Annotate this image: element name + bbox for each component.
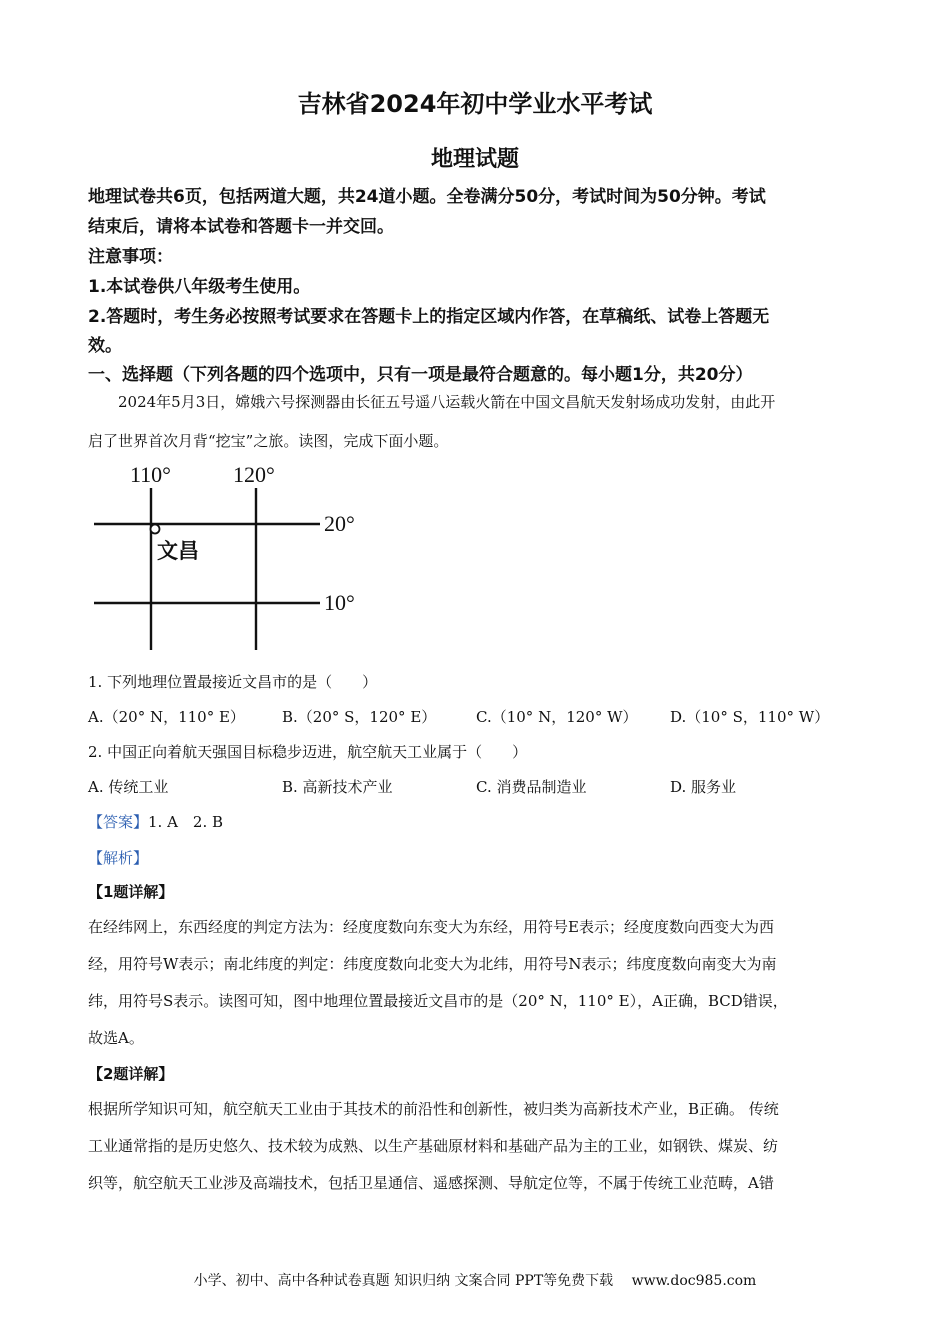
q2-detail-line: 根据所学知识可知，航空航天工业由于其技术的前沿性和创新性，被归类为高新技术产业，B正确。 传统	[88, 1100, 779, 1118]
q1-detail-line: 在经纬网上，东西经度的判定方法为：经度度数向东变大为东经，用符号E表示；经度度数向西变大为西	[88, 918, 774, 936]
q2-option-a: A. 传统工业	[88, 778, 169, 796]
lat-20-label: 20°	[324, 511, 355, 536]
note-1: 1.本试卷供八年级考生使用。	[88, 277, 311, 297]
question-2-text: 2. 中国正向着航天强国目标稳步迈进，航空航天工业属于（ ）	[88, 743, 528, 761]
exam-title: 吉林省2024年初中学业水平考试	[297, 90, 653, 118]
stem-line-1: 2024年5月3日，嫦娥六号探测器由长征五号遥八运载火箭在中国文昌航天发射场成功发射，由此开	[118, 393, 776, 411]
q1-option-d: D.（10° S，110° W）	[670, 708, 830, 726]
analysis-label: 【解析】	[88, 849, 149, 867]
q1-option-c: C.（10° N，120° W）	[476, 708, 638, 726]
note-2-line-2: 效。	[88, 336, 122, 356]
exam-subtitle: 地理试题	[430, 147, 519, 172]
wenchang-dot	[151, 525, 160, 534]
answer-value: 1. A 2. B	[148, 813, 224, 831]
q1-detail-line: 纬，用符号S表示。读图可知，图中地理位置最接近文昌市的是（20° N，110° E），A正确，BCD错误，	[88, 992, 788, 1010]
stem-line-2: 启了世界首次月背“挖宝”之旅。读图，完成下面小题。	[88, 432, 449, 450]
answer-line	[88, 811, 223, 833]
q1-option-b: B.（20° S，120° E）	[282, 708, 437, 726]
intro-line-1: 地理试卷共6页，包括两道大题，共24道小题。全卷满分50分，考试时间为50分钟。考试	[88, 187, 766, 207]
q1-option-a: A.（20° N，110° E）	[88, 708, 245, 726]
graticule-map	[88, 458, 378, 658]
q2-detail-line: 织等，航空航天工业涉及高端技术，包括卫星通信、遥感探测、导航定位等，不属于传统工业范畴，A错	[88, 1174, 774, 1192]
page-footer: 小学、初中、高中各种试卷真题 知识归纳 文案合同 PPT等免费下载 www.doc985.com	[193, 1273, 757, 1289]
q2-detail-line: 工业通常指的是历史悠久、技术较为成熟、以生产基础原材料和基础产品为主的工业，如钢铁、煤炭、纺	[88, 1137, 779, 1155]
q1-detail-line: 经，用符号W表示；南北纬度的判定：纬度度数向北变大为北纬，用符号N表示；纬度度数向南变大为南	[88, 955, 777, 973]
q1-detail-header: 【1题详解】	[88, 883, 174, 901]
wenchang-label: 文昌	[157, 539, 199, 563]
section-1-heading: 一、选择题（下列各题的四个选项中，只有一项是最符合题意的。每小题1分，共20分）	[88, 365, 753, 385]
lat-10-label: 10°	[324, 590, 355, 615]
notice-label: 注意事项：	[88, 247, 173, 267]
q1-detail-line: 故选A。	[88, 1029, 144, 1047]
answer-label: 【答案】	[88, 813, 149, 831]
question-1-text: 1. 下列地理位置最接近文昌市的是（ ）	[88, 673, 378, 691]
q2-option-b: B. 高新技术产业	[282, 778, 393, 796]
q2-option-d: D. 服务业	[670, 778, 737, 796]
lon-110-label: 110°	[130, 462, 171, 487]
intro-line-2: 结束后，请将本试卷和答题卡一并交回。	[88, 217, 394, 237]
lon-120-label: 120°	[233, 462, 275, 487]
graticule-svg	[88, 458, 378, 658]
note-2-line-1: 2.答题时，考生务必按照考试要求在答题卡上的指定区域内作答，在草稿纸、试卷上答题无	[88, 307, 770, 327]
q2-option-c: C. 消费品制造业	[476, 778, 587, 796]
q2-detail-header: 【2题详解】	[88, 1065, 174, 1083]
